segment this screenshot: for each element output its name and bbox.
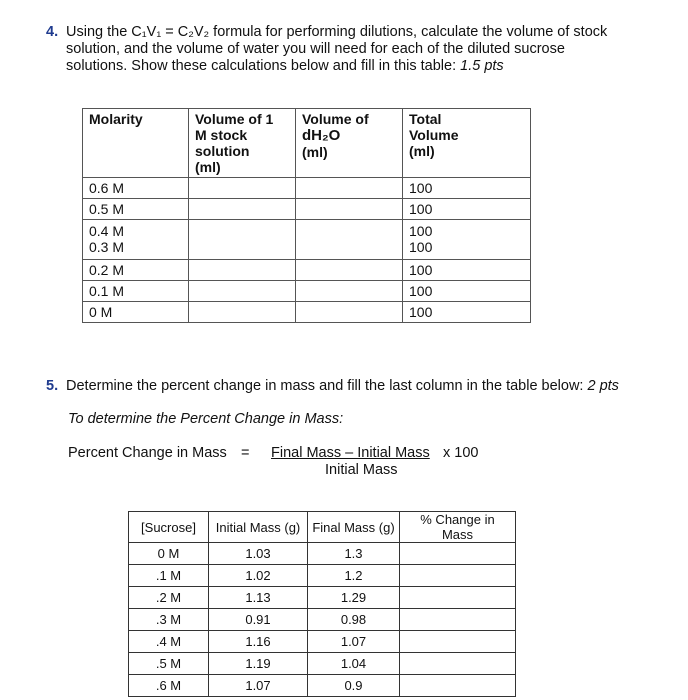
table-row — [129, 609, 516, 631]
cell-final-mass: 1.29 — [308, 587, 400, 609]
cell-percent-change[interactable] — [400, 587, 516, 609]
question-5 — [46, 378, 676, 395]
header-initial-mass: Initial Mass (g) — [209, 512, 308, 543]
cell-final-mass: 1.3 — [308, 543, 400, 565]
header-molarity: Molarity — [83, 109, 189, 178]
cell-total-volume: 100 — [403, 199, 531, 220]
cell-percent-change[interactable] — [400, 675, 516, 697]
cell-total-volume: 100 — [403, 178, 531, 199]
table-row — [129, 587, 516, 609]
table-header-row — [129, 512, 516, 543]
cell-sucrose: .1 M — [129, 565, 209, 587]
formula — [68, 445, 568, 485]
cell-total-volume: 100 100 — [403, 220, 531, 260]
cell-molarity: 0 M — [83, 302, 189, 323]
cell-final-mass: 0.9 — [308, 675, 400, 697]
table-header-row — [83, 109, 531, 178]
cell-sucrose: .4 M — [129, 631, 209, 653]
cell-initial-mass: 1.02 — [209, 565, 308, 587]
table-row — [129, 543, 516, 565]
table-row — [83, 199, 531, 220]
cell-sucrose: .2 M — [129, 587, 209, 609]
cell-initial-mass: 1.13 — [209, 587, 308, 609]
cell-stock-volume[interactable] — [189, 260, 296, 281]
cell-molarity: 0.6 M — [83, 178, 189, 199]
table-row — [83, 178, 531, 199]
cell-water-volume[interactable] — [296, 199, 403, 220]
cell-water-volume[interactable] — [296, 302, 403, 323]
cell-percent-change[interactable] — [400, 543, 516, 565]
formula-equals: = — [241, 445, 250, 461]
cell-final-mass: 1.04 — [308, 653, 400, 675]
header-final-mass: Final Mass (g) — [308, 512, 400, 543]
header-sucrose: [Sucrose] — [129, 512, 209, 543]
header-percent-change: % Change in Mass — [400, 512, 516, 543]
cell-sucrose: 0 M — [129, 543, 209, 565]
cell-sucrose: .3 M — [129, 609, 209, 631]
table-row — [129, 653, 516, 675]
cell-total-volume: 100 — [403, 281, 531, 302]
table-row — [129, 631, 516, 653]
cell-water-volume[interactable] — [296, 281, 403, 302]
cell-stock-volume[interactable] — [189, 281, 296, 302]
question-number: 4. — [46, 24, 59, 40]
formula-multiplier: x 100 — [443, 445, 479, 461]
cell-water-volume[interactable] — [296, 260, 403, 281]
cell-sucrose: .6 M — [129, 675, 209, 697]
cell-stock-volume[interactable] — [189, 178, 296, 199]
points-label: 1.5 pts — [460, 58, 504, 74]
table-row — [83, 260, 531, 281]
table-row — [83, 220, 531, 260]
cell-final-mass: 0.98 — [308, 609, 400, 631]
table-row — [129, 565, 516, 587]
question-4 — [46, 24, 666, 75]
cell-initial-mass: 1.07 — [209, 675, 308, 697]
cell-stock-volume[interactable] — [189, 302, 296, 323]
cell-initial-mass: 1.03 — [209, 543, 308, 565]
cell-initial-mass: 1.19 — [209, 653, 308, 675]
cell-water-volume[interactable] — [296, 220, 403, 260]
question-text-line2: solution, and the volume of water you will need for each of the diluted sucrose — [66, 41, 565, 57]
cell-molarity: 0.1 M — [83, 281, 189, 302]
formula-denominator: Initial Mass — [325, 462, 398, 478]
question-number: 5. — [46, 378, 59, 394]
mass-change-table — [128, 511, 516, 697]
cell-initial-mass: 0.91 — [209, 609, 308, 631]
formula-label: Percent Change in Mass — [68, 445, 227, 461]
header-stock-volume: Volume of 1 M stock solution (ml) — [189, 109, 296, 178]
question-text-line1: Using the C₁V₁ = C₂V₂ formula for performing dilutions, calculate the volume of stock — [66, 24, 608, 40]
formula-numerator: Final Mass – Initial Mass — [271, 445, 430, 461]
question-text-line3: solutions. Show these calculations below and fill in this table: — [66, 58, 461, 74]
formula-subheading: To determine the Percent Change in Mass: — [68, 411, 344, 427]
cell-stock-volume[interactable] — [189, 220, 296, 260]
points-label: 2 pts — [587, 378, 619, 394]
table-row — [83, 302, 531, 323]
cell-molarity: 0.5 M — [83, 199, 189, 220]
cell-percent-change[interactable] — [400, 653, 516, 675]
cell-sucrose: .5 M — [129, 653, 209, 675]
cell-total-volume: 100 — [403, 260, 531, 281]
cell-initial-mass: 1.16 — [209, 631, 308, 653]
table-row — [129, 675, 516, 697]
cell-final-mass: 1.07 — [308, 631, 400, 653]
table-row — [83, 281, 531, 302]
cell-final-mass: 1.2 — [308, 565, 400, 587]
cell-water-volume[interactable] — [296, 178, 403, 199]
header-water-volume: Volume of dH₂O (ml) — [296, 109, 403, 178]
cell-molarity: 0.4 M 0.3 M — [83, 220, 189, 260]
header-total-volume: Total Volume (ml) — [403, 109, 531, 178]
cell-total-volume: 100 — [403, 302, 531, 323]
cell-molarity: 0.2 M — [83, 260, 189, 281]
cell-stock-volume[interactable] — [189, 199, 296, 220]
question-text: Determine the percent change in mass and fill the last column in the table below: — [66, 378, 588, 394]
cell-percent-change[interactable] — [400, 631, 516, 653]
cell-percent-change[interactable] — [400, 565, 516, 587]
cell-percent-change[interactable] — [400, 609, 516, 631]
dilution-table — [82, 108, 531, 323]
